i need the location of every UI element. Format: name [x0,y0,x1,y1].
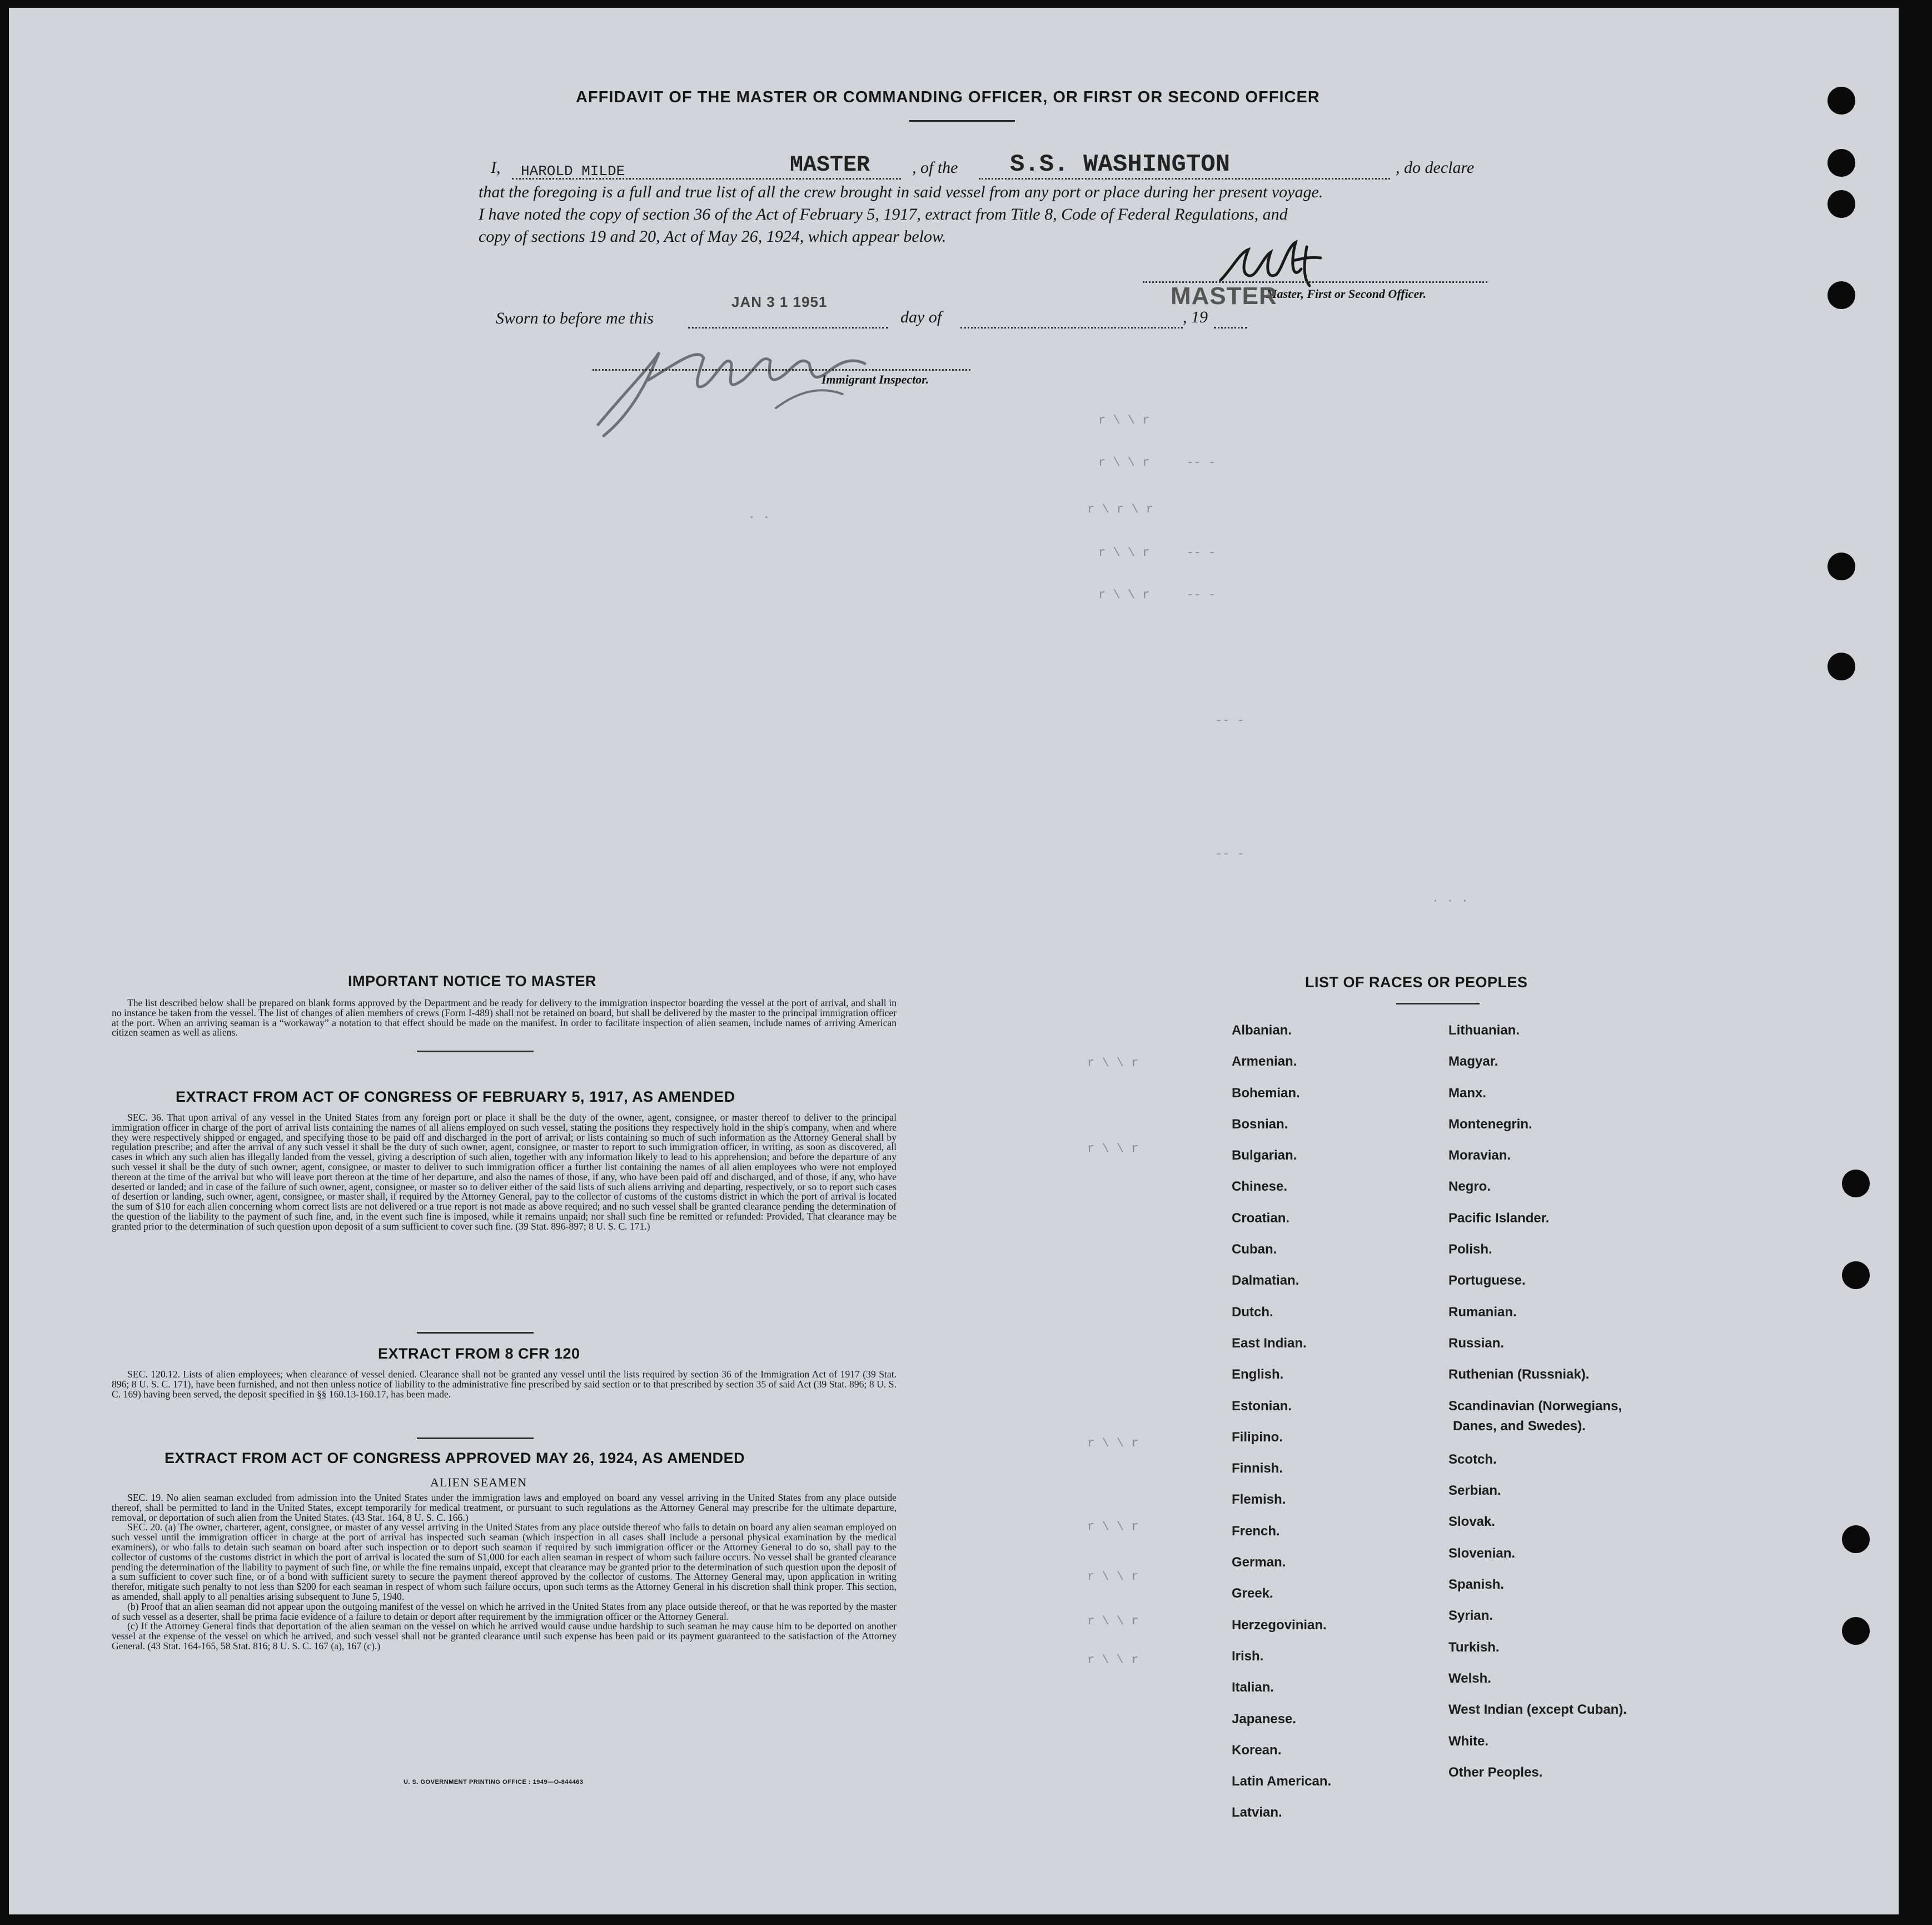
race-item: Italian. [1232,1680,1274,1695]
race-item: Chinese. [1232,1179,1288,1195]
bleed-through-mark: r \ \ r [1098,414,1150,427]
race-item: Welsh. [1448,1670,1491,1686]
race-item: Bosnian. [1232,1116,1288,1132]
race-item: Dutch. [1232,1304,1273,1320]
sec-20a-text: SEC. 20. (a) The owner, charterer, agent, consignee, or master of any vessel arriving in the United States from any place outside thereof who fails to detain on board any alien seaman employed on such vessel until the immigration officer in charge at the port of arrival has inspected such seaman (which inspection in all cases shall include a personal physical examination by the medical examiners), or who fails to detain such seaman on board after such inspection or to deport such seaman if required by such immigration officer or the Attorney General to do so, shall pay to the collector of customs of the customs district in which the port of arrival is located the sum of $1,000 for each alien seaman in respect of whom such failure occurs. No vessel shall be granted clearance pending the determination of the liability to payment of such fine, or while the fine remains unpaid, except that clearance may be granted prior to the determination of such question upon the deposit of a sum sufficient to cover such fine, or of a bond with sufficient surety to secure the payment thereof approved by the collector of customs. The Attorney General may, upon application in writing therefor, mitigate such penalty to not less than $200 for each seaman in respect of whom such failure occurs, upon such terms as the Attorney General in his discretion shall think proper. This section, as amended, shall apply to all penalties arising subsequent to June 5, 1940. [112,1521,897,1602]
race-item: Scandinavian (Norwegians, [1448,1398,1622,1414]
race-item: Spanish. [1448,1577,1505,1593]
race-item: Rumanian. [1448,1304,1517,1320]
binder-hole [1828,149,1855,177]
race-item: Albanian. [1232,1023,1292,1038]
bleed-through-mark: r \ \ r [1087,1436,1139,1450]
master-signature-caption: Master, First or Second Officer. [1266,287,1427,301]
race-item: English. [1232,1367,1284,1382]
section-divider [417,1437,534,1439]
race-item: Latvian. [1232,1805,1282,1820]
binder-hole [1828,653,1855,680]
bleed-through-mark: r \ \ r [1087,1056,1139,1070]
bleed-through-mark: . . . [1432,892,1469,906]
do-declare-label: , do declare [1396,158,1475,177]
race-item: Croatian. [1232,1210,1290,1226]
binder-hole [1828,87,1855,115]
races-title-underline [1396,1003,1480,1004]
notice-title: IMPORTANT NOTICE TO MASTER [348,973,596,989]
bleed-through-mark: -- - [1215,714,1244,728]
race-item: Dalmatian. [1232,1273,1299,1289]
race-item: Negro. [1448,1179,1491,1195]
bleed-through-mark: r \ \ r -- - [1098,588,1216,602]
race-item: Magyar. [1448,1054,1498,1070]
printing-office-imprint: U. S. GOVERNMENT PRINTING OFFICE : 1949—O-844463 [404,1779,584,1785]
extract-1924-title: EXTRACT FROM ACT OF CONGRESS APPROVED MAY 26, 1924, AS AMENDED [165,1450,745,1466]
day-of-label: day of [900,308,942,326]
race-item: Cuban. [1232,1242,1277,1257]
vessel-name: S.S. WASHINGTON [1010,151,1231,178]
master-name: HAROLD MILDE [521,163,625,180]
title-underline [909,120,1015,122]
vessel-dotted-line [979,178,1390,180]
affidavit-title: AFFIDAVIT OF THE MASTER OR COMMANDING OFFICER, OR FIRST OR SECOND OFFICER [576,88,1320,106]
inspector-caption: Immigrant Inspector. [821,372,929,386]
race-item: Slovak. [1448,1514,1496,1530]
race-item: Danes, and Swedes). [1453,1418,1586,1434]
bleed-through-mark: r \ \ r [1087,1614,1139,1628]
race-item: Slovenian. [1448,1545,1516,1561]
sec-20b-text: (b) Proof that an alien seaman did not appear upon the outgoing manifest of the vessel on which he arrived in the United States from any place outside thereof, or that he was reported by the master of such vessel as a deserter, shall be prima facie evidence of a failure to detain or deport after requirement by the immigration officer or the Attorney General. [112,1600,897,1622]
race-item: Russian. [1448,1335,1505,1351]
race-item: Bulgarian. [1232,1148,1297,1163]
race-item: Herzegovinian. [1232,1617,1327,1633]
sec-19-text: SEC. 19. No alien seaman excluded from admission into the United States under the immigration laws and employed on board any vessel arriving in the United States from any place outside thereof, shall be permitted to land in the United States, except temporarily for medical treatment, or pursuant to such regulations as the Attorney General may prescribe for the ultimate departure, removal, or deportation of such alien from the United States. (43 Stat. 164, 8 U. S. C. 166.) [112,1492,897,1523]
section-divider [417,1051,534,1052]
year-label: , 19 [1183,308,1208,326]
binder-hole [1828,190,1855,218]
extract-1924-subtitle: ALIEN SEAMEN [430,1475,527,1489]
bleed-through-mark: . . [748,508,770,522]
extract-1924-body [112,1493,897,1652]
binder-hole [1842,1617,1870,1645]
of-the-label: , of the [912,158,958,177]
race-item: Filipino. [1232,1429,1283,1445]
section-divider [417,1332,534,1334]
race-item: Syrian. [1448,1608,1493,1624]
bleed-through-mark: r \ \ r -- - [1098,546,1216,560]
declaration-line-2: that the foregoing is a full and true list of all the crew brought in said vessel from any port or place during her present voyage. [479,183,1323,201]
extract-1917-text: SEC. 36. That upon arrival of any vessel in the United States from any foreign port or place it shall be the duty of the owner, agent, consignee, or master thereof to deliver to the principal immigration officer in charge of the port of arrival lists containing the names of all aliens employed on such vessel, stating the positions they respectively hold in the ship's company, when and where they were respectively shipped or engaged, and specifying those to be paid off and discharged in the port of arrival; or lists containing so much of such information as the Attorney General shall by regulation prescribe; and after the arrival of any such vessel it shall be the duty of such owner, agent, consignee, or master to report to such immigration officer, in writing, as soon as discovered, all cases in which any such alien has illegally landed from the vessel, giving a description of such alien, together with any information likely to lead to his apprehension; and before the departure of any such vessel it shall be the duty of such owner, agent, consignee, or master to deliver to such immigration officer a further list containing the names of all alien employees who were not employed thereon at the time of the arrival but who will leave port thereon at the time of her departure, and also the names of those, if any, who have been paid off and discharged, and of those, if any, who have deserted or landed; and in case of the failure of such owner, agent, consignee, or master so to deliver either of the said lists of such aliens arriving and departing, respectively, or so to report such cases of desertion or landing, such owner, agent, consignee, or master shall, if required by the Attorney General, pay to the collector of customs of the customs district in which the port of arrival is located the sum of $10 for each alien concerning whom correct lists are not delivered or a true report is not made as above required; and no such vessel shall be granted clearance pending the determination of the question of the liability to the payment of such fine, and, in the event such fine is imposed, while it remains unpaid; nor shall such fine be remitted or refunded: Provided, That clearance may be granted prior to the determination of such question upon deposit of a sum sufficient to cover such fine. (39 Stat. 896-897; 8 U. S. C. 171.) [112,1112,897,1232]
binder-hole [1828,281,1855,309]
binder-hole [1828,553,1855,580]
race-item: West Indian (except Cuban). [1448,1702,1627,1718]
race-item: East Indian. [1232,1335,1307,1351]
race-item: Serbian. [1448,1483,1501,1499]
race-item: Greek. [1232,1586,1273,1601]
race-item: Japanese. [1232,1711,1297,1727]
races-column-2 [1448,1015,1627,1788]
bleed-through-mark: r \ \ r [1087,1142,1139,1156]
bleed-through-mark: r \ \ r [1087,1653,1139,1667]
race-item: Montenegrin. [1448,1116,1532,1132]
race-item: Ruthenian (Russniak). [1448,1367,1590,1382]
race-item: Turkish. [1448,1639,1500,1655]
bleed-through-mark: r \ r \ r [1087,503,1153,516]
races-title: LIST OF RACES OR PEOPLES [1305,974,1528,991]
binder-hole [1842,1170,1870,1197]
race-item: Moravian. [1448,1148,1511,1163]
declaration-line-3: I have noted the copy of section 36 of the Act of February 5, 1917, extract from Title 8, Code of Federal Regulations, and [479,205,1288,223]
sworn-year-line [1214,327,1247,329]
race-item: Scotch. [1448,1451,1497,1467]
race-item: Portuguese. [1448,1273,1526,1289]
notice-body [112,998,897,1038]
sworn-month-line [960,327,1183,329]
master-rank: MASTER [790,153,870,178]
race-item: Lithuanian. [1448,1023,1520,1038]
race-item: Latin American. [1232,1774,1332,1789]
race-item: Bohemian. [1232,1085,1300,1101]
race-item: Other Peoples. [1448,1764,1543,1780]
races-column-1 [1232,1015,1331,1829]
sworn-day-line [688,327,888,329]
cfr-title: EXTRACT FROM 8 CFR 120 [378,1345,580,1362]
binder-hole [1842,1525,1870,1553]
declare-i-label: I, [491,158,501,177]
notice-text: The list described below shall be prepared on blank forms approved by the Department and be ready for delivery to the immigration inspector boarding the vessel at the port of arrival, and shall in no instance be taken from the vessel. The list of changes of alien members of crews (Form I-489) shall not be retained on board, but shall be delivered by the master to the principal immigration officer at the port. When an arriving seaman is a “workaway” a notation to that effect should be made on the manifest. In order to facilitate inspection of alien seamen, include names of arriving American citizen seamen as well as aliens. [112,997,897,1038]
sec-20c-text: (c) If the Attorney General finds that deportation of the alien seaman on the vessel on which he arrived would cause undue hardship to such seaman he may cause him to be deported on another vessel at the expense of the vessel on which he arrived, and such vessel shall not be granted clearance until such expense has been paid or its payment guaranteed to the satisfaction of the Attorney General. (43 Stat. 164-165, 58 Stat. 816; 8 U. S. C. 167 (a), 167 (c).) [112,1620,897,1652]
bleed-through-mark: r \ \ r [1087,1570,1139,1584]
race-item: Korean. [1232,1742,1282,1758]
race-item: Flemish. [1232,1492,1286,1508]
name-dotted-line [512,178,901,180]
binder-hole [1842,1261,1870,1289]
inspector-signature [565,330,920,447]
race-item: Estonian. [1232,1398,1292,1414]
race-item: French. [1232,1523,1280,1539]
document-page [9,8,1899,1914]
inspector-signature-line [592,369,970,371]
sworn-date-stamp: JAN 3 1 1951 [731,294,828,310]
cfr-body [112,1370,897,1399]
extract-1917-title: EXTRACT FROM ACT OF CONGRESS OF FEBRUARY 5, 1917, AS AMENDED [176,1088,735,1105]
master-stamp: MASTER [1171,282,1277,310]
race-item: Irish. [1232,1648,1264,1664]
race-item: White. [1448,1733,1488,1749]
race-item: Polish. [1448,1242,1492,1257]
cfr-text: SEC. 120.12. Lists of alien employees; when clearance of vessel denied. Clearance shall not be granted any vessel until the lists required by section 36 of the Immigration Act of 1917 (39 Stat. 896; 8 U. S. C. 171), have been furnished, and not then unless notice of liability to the administrative fine prescribed by said section or to that prescribed by section 35 of said Act (39 Stat. 896; 8 U. S. C. 169) having been served, the deposit specified in §§ 160.13-160.17, has been made. [112,1369,897,1400]
race-item: German. [1232,1555,1286,1570]
bleed-through-mark: -- - [1215,847,1244,861]
race-item: Finnish. [1232,1461,1283,1476]
sworn-label: Sworn to before me this [496,309,654,327]
declaration-line-4: copy of sections 19 and 20, Act of May 26, 1924, which appear below. [479,227,947,246]
declaration-line-1 [479,153,1496,181]
race-item: Armenian. [1232,1054,1297,1070]
bleed-through-mark: r \ \ r -- - [1098,456,1216,470]
bleed-through-mark: r \ \ r [1087,1520,1139,1534]
race-item: Pacific Islander. [1448,1210,1550,1226]
extract-1917-body [112,1113,897,1232]
race-item: Manx. [1448,1085,1487,1101]
